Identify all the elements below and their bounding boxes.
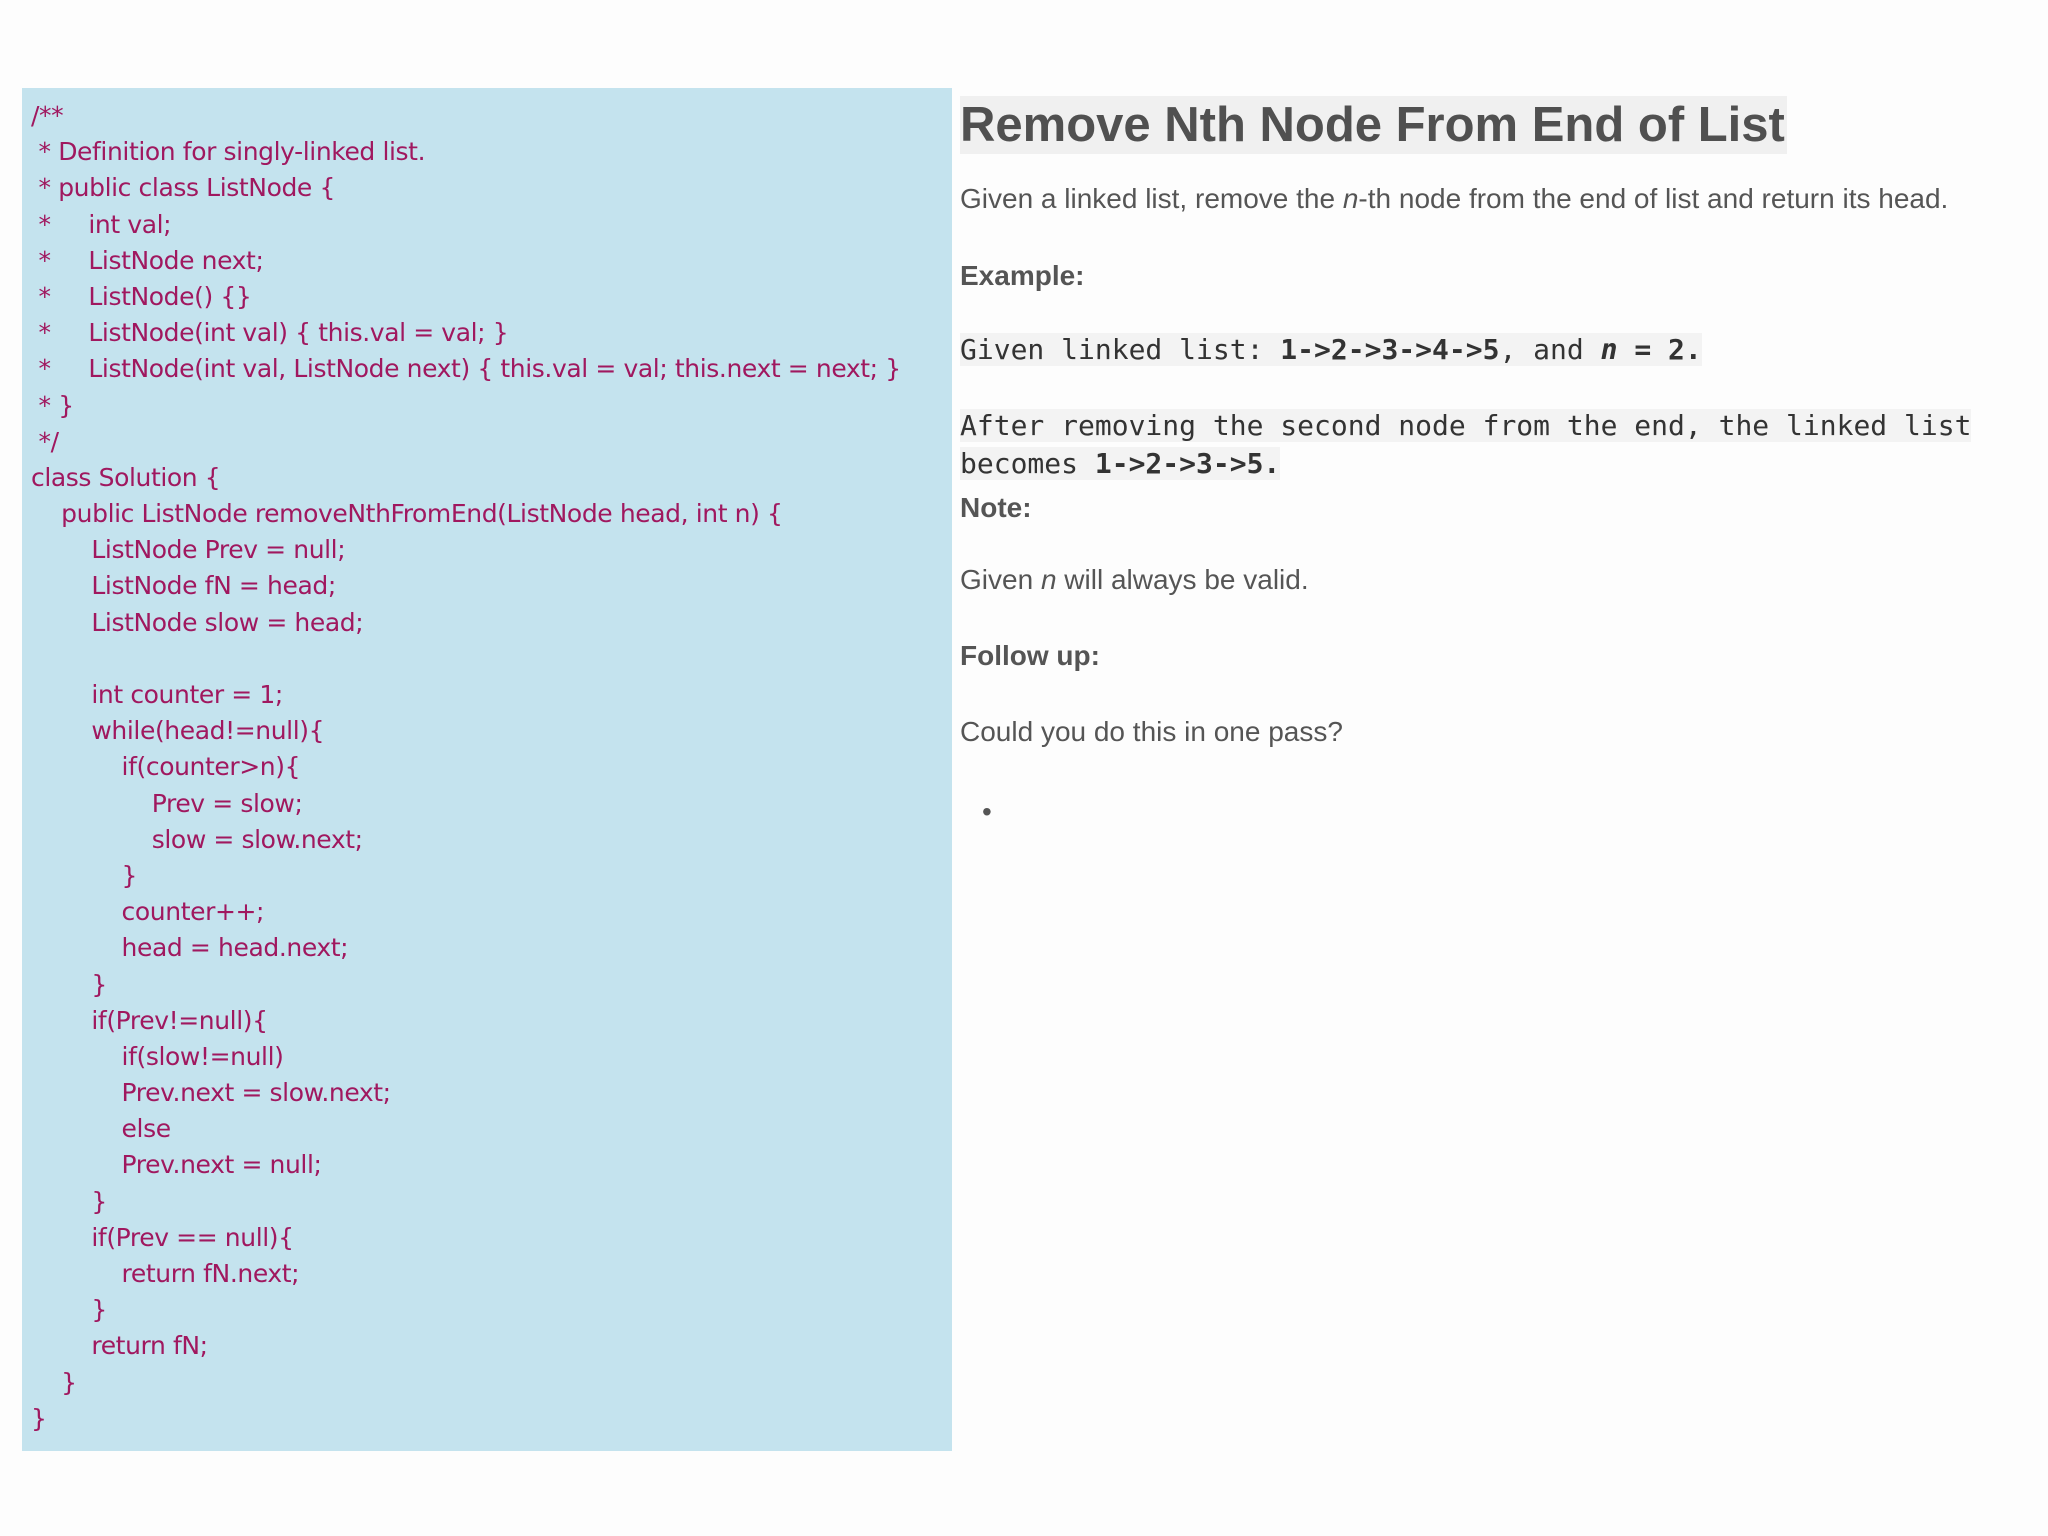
code-line: if(Prev!=null){ xyxy=(31,1005,268,1035)
code-line: } xyxy=(31,1403,47,1433)
example-given-list: 1->2->3->4->5 xyxy=(1280,333,1500,366)
note-suffix: will always be valid. xyxy=(1056,564,1309,595)
code-line: * Definition for singly-linked list. xyxy=(31,137,426,167)
code-line: if(Prev == null){ xyxy=(31,1222,294,1252)
example-given-mid: , and xyxy=(1499,333,1601,366)
code-line: head = head.next; xyxy=(31,933,349,963)
code-line: ListNode Prev = null; xyxy=(31,535,346,565)
code-line: } xyxy=(31,969,107,999)
followup-text: Could you do this in one pass? xyxy=(960,716,1343,747)
problem-description xyxy=(960,96,2020,827)
code-line: Prev.next = null; xyxy=(31,1150,322,1180)
note-var: n xyxy=(1040,564,1057,595)
empty-bullet: • xyxy=(982,796,992,827)
code-line: * int val; xyxy=(31,209,172,239)
example-after-result: 1->2->3->5. xyxy=(1094,447,1281,480)
code-line: while(head!=null){ xyxy=(31,716,325,746)
code-line: * } xyxy=(31,390,74,420)
code-line: } xyxy=(31,860,138,890)
code-line: else xyxy=(31,1114,171,1144)
example-after xyxy=(960,407,1971,483)
code-line: Prev = slow; xyxy=(31,788,303,818)
code-line: */ xyxy=(31,426,59,456)
problem-title: Remove Nth Node From End of List xyxy=(960,98,1785,152)
note-text xyxy=(960,564,1309,596)
code-line: return fN.next; xyxy=(31,1259,300,1288)
problem-intro xyxy=(960,183,1948,215)
example-given-eq: = 2. xyxy=(1617,333,1702,366)
code-line: return fN; xyxy=(31,1331,208,1361)
code-line: ListNode fN = head; xyxy=(31,571,336,601)
note-prefix: Given xyxy=(960,564,1041,595)
example-given-prefix: Given linked list: xyxy=(960,333,1281,366)
code-line: * ListNode next; xyxy=(31,245,264,275)
intro-prefix: Given a linked list, remove the xyxy=(960,183,1343,214)
code-line: * ListNode() {} xyxy=(31,281,252,311)
example-given-line xyxy=(960,333,1702,366)
followup-label: Follow up: xyxy=(960,640,1100,671)
code-line: int counter = 1; xyxy=(31,680,283,709)
example-after-line1: After removing the second node from the end, the linked list xyxy=(960,409,1972,442)
example-after-line2 xyxy=(960,447,1280,480)
code-panel xyxy=(22,88,952,1451)
code-line: * ListNode(int val, ListNode next) { this.val = val; this.next = next; } xyxy=(31,354,901,384)
code-line: } xyxy=(31,1367,77,1397)
code-line xyxy=(31,641,952,677)
code-line: slow = slow.next; xyxy=(31,824,363,854)
code-line: class Solution { xyxy=(31,462,221,492)
code-line: * ListNode(int val) { this.val = val; } xyxy=(31,318,509,348)
code-line: * public class ListNode { xyxy=(31,173,335,203)
code-line: } xyxy=(31,1295,107,1325)
code-line: counter++; xyxy=(31,897,265,927)
example-given-var: n xyxy=(1600,333,1618,366)
code-line: /** xyxy=(31,101,64,130)
code-line: Prev.next = slow.next; xyxy=(31,1078,391,1108)
code-line: } xyxy=(31,1186,107,1216)
example-label: Example: xyxy=(960,260,1085,291)
code-line: public ListNode removeNthFromEnd(ListNode head, int n) { xyxy=(31,499,783,529)
note-label: Note: xyxy=(960,492,1032,523)
code-line: if(slow!=null) xyxy=(31,1041,284,1071)
code-line: ListNode slow = head; xyxy=(31,607,364,637)
example-given xyxy=(960,331,1702,369)
code-line: if(counter>n){ xyxy=(31,752,301,782)
intro-var: n xyxy=(1342,183,1359,214)
example-after-prefix: becomes xyxy=(960,447,1095,480)
intro-suffix: -th node from the end of list and return its head. xyxy=(1358,183,1949,214)
